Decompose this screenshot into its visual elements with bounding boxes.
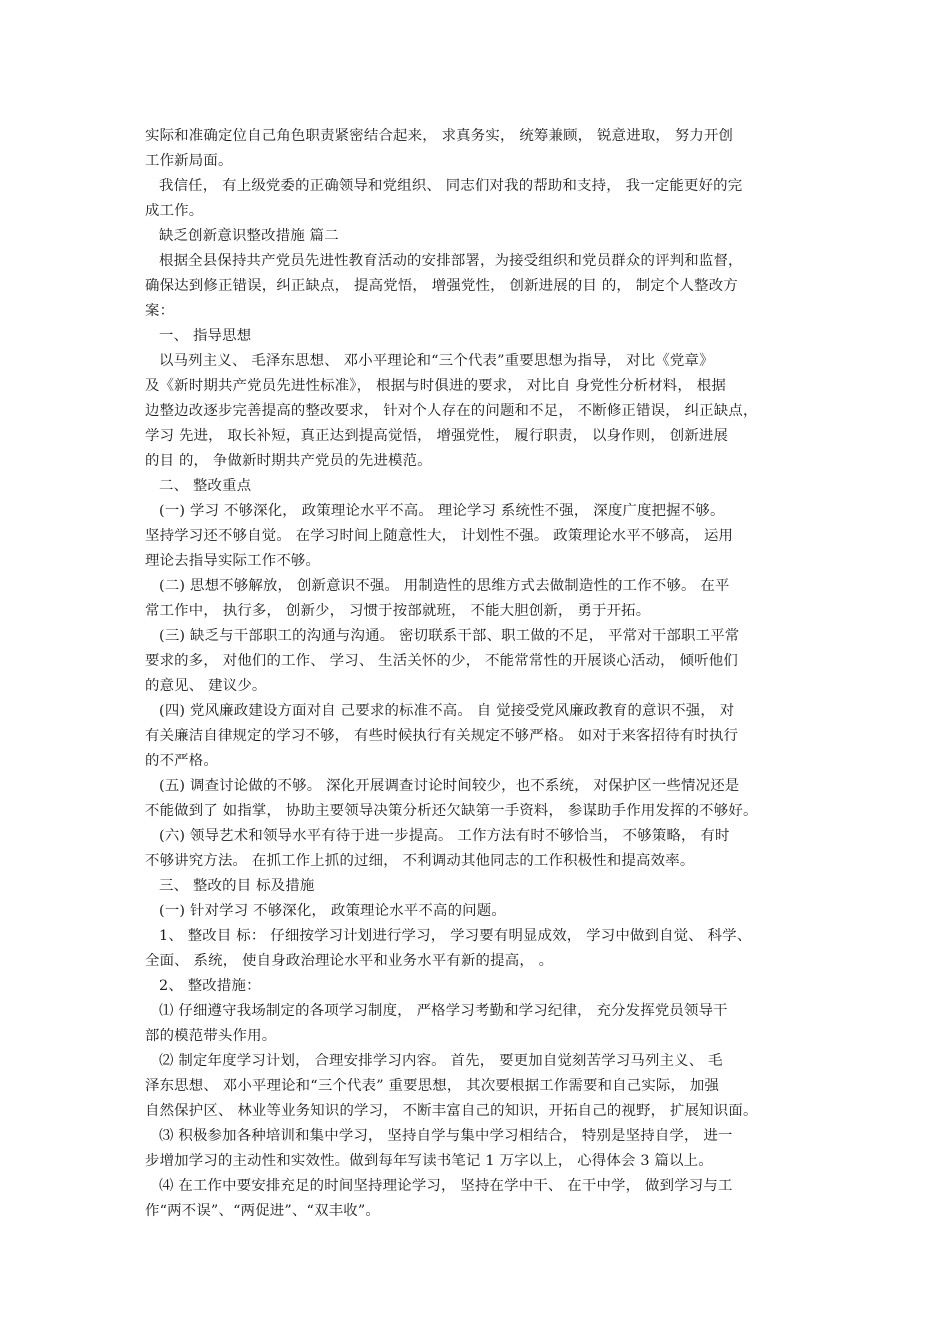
text-line: 泽东思想、 邓小平理论和“三个代表” 重要思想， 其次要根据工作需要和自己实际， 加强 — [145, 1078, 720, 1094]
text-line: 自然保护区、 林业等业务知识的学习， 不断丰富自己的知识，开拓自己的视野， 扩展知识面。 — [145, 1103, 758, 1119]
text-line: 常工作中， 执行多， 创新少， 习惯于按部就班， 不能大胆创新， 勇于开拓。 — [145, 603, 651, 619]
text-line: 的不严格。 — [145, 753, 218, 769]
text-line: 案： — [145, 303, 175, 319]
text-line: 以马列主义、 毛泽东思想、 邓小平理论和“三个代表”重要思想为指导， 对比《党章》 — [159, 353, 714, 369]
text-line: 根据全县保持共产党员先进性教育活动的安排部署，为接受组织和党员群众的评判和监督， — [159, 253, 743, 269]
text-line: (四) 党风廉政建设方面对自 己要求的标准不高。 自 觉接受党风廉政教育的意识不强， 对 — [159, 703, 735, 719]
text-line: 边整边改逐步完善提高的整改要求， 针对个人存在的问题和不足， 不断修正错误， 纠正缺点， — [145, 403, 758, 419]
text-line: 作“两不误”、“两促进”、“双丰收”。 — [145, 1203, 381, 1219]
text-line: 及《新时期共产党员先进性标准》， 根据与时俱进的要求， 对比自 身党性分析材料， 根据 — [145, 378, 726, 394]
text-line: ⑴ 仔细遵守我场制定的各项学习制度， 严格学习考勤和学习纪律， 充分发挥党员领导干 — [159, 1003, 728, 1019]
document-body — [145, 124, 825, 1224]
text-line: (五) 调查讨论做的不够。 深化开展调查讨论时间较少，也不系统， 对保护区一些情况还是 — [159, 778, 740, 794]
text-line: 的目 的， 争做新时期共产党员的先进模范。 — [145, 453, 432, 469]
text-line: 坚持学习还不够自觉。 在学习时间上随意性大， 计划性不强。 政策理论水平不够高， 运用 — [145, 528, 734, 544]
text-line: 确保达到修正错误，纠正缺点， 提高党悟， 增强党性， 创新进展的目 的， 制定个人整改方 — [145, 278, 738, 294]
text-line: 实际和准确定位自己角色职责紧密结合起来， 求真务实， 统筹兼顾， 锐意进取， 努力开创 — [145, 128, 734, 144]
text-line: (一) 针对学习 不够深化， 政策理论水平不高的问题。 — [159, 903, 506, 919]
text-line: ⑷ 在工作中要安排充足的时间坚持理论学习， 坚持在学中干、 在干中学， 做到学习与工 — [159, 1178, 733, 1194]
text-line: 理论去指导实际工作不够。 — [145, 553, 321, 569]
text-line: 不能做到了 如指掌， 协助主要领导决策分析还欠缺第一手资料， 参谋助手作用发挥的不够好。 — [145, 803, 758, 819]
text-line: (三) 缺乏与干部职工的沟通与沟通。 密切联系干部、职工做的不足， 平常对干部职工平常 — [159, 628, 740, 644]
text-line: ⑵ 制定年度学习计划， 合理安排学习内容。 首先， 要更加自觉刻苦学习马列主义、 毛 — [159, 1053, 723, 1069]
text-line: 2、 整改措施： — [159, 978, 261, 994]
text-line: 二、 整改重点 — [159, 478, 252, 494]
text-line: 有关廉洁自律规定的学习不够， 有些时候执行有关规定不够严格。 如对于来客招待有时执行 — [145, 728, 739, 744]
text-line: 缺乏创新意识整改措施 篇二 — [159, 228, 339, 244]
text-line: (一) 学习 不够深化， 政策理论水平不高。 理论学习 系统性不强， 深度广度把握不够。 — [159, 503, 725, 519]
text-line: 不够讲究方法。 在抓工作上抓的过细， 不利调动其他同志的工作积极性和提高效率。 — [145, 853, 695, 869]
text-line: (六) 领导艺术和领导水平有待于进一步提高。 工作方法有时不够恰当， 不够策略， 有时 — [159, 828, 730, 844]
text-line: 要求的多， 对他们的工作、 学习、 生活关怀的少， 不能常常性的开展谈心活动， 倾听他们 — [145, 653, 738, 669]
text-line: 全面、 系统， 使自身政治理论水平和业务水平有新的提高， 。 — [145, 953, 554, 969]
text-line: 部的模范带头作用。 — [145, 1028, 277, 1044]
text-line: 1、 整改目 标： 仔细按学习计划进行学习， 学习要有明显成效， 学习中做到自觉、 科学、 — [159, 928, 752, 944]
text-line: 学习 先进， 取长补短，真正达到提高觉悟， 增强党性， 履行职责， 以身作则， 创新进展 — [145, 428, 729, 444]
text-line: 我信任， 有上级党委的正确领导和党组织、 同志们对我的帮助和支持， 我一定能更好的完 — [159, 178, 743, 194]
text-line: 三、 整改的目 标及措施 — [159, 878, 315, 894]
text-line: 的意见、 建议少。 — [145, 678, 267, 694]
text-line: 步增加学习的主动性和实效性。做到每年写读书笔记 1 万字以上， 心得体会 3 篇以上。 — [145, 1153, 713, 1169]
text-line: ⑶ 积极参加各种培训和集中学习， 坚持自学与集中学习相结合， 特别是坚持自学， 进一 — [159, 1128, 733, 1144]
text-line: 一、 指导思想 — [159, 328, 252, 344]
text-line: 工作新局面。 — [145, 153, 233, 169]
text-line: 成工作。 — [145, 203, 204, 219]
text-line: (二) 思想不够解放， 创新意识不强。 用制造性的思维方式去做制造性的工作不够。 在平 — [159, 578, 730, 594]
